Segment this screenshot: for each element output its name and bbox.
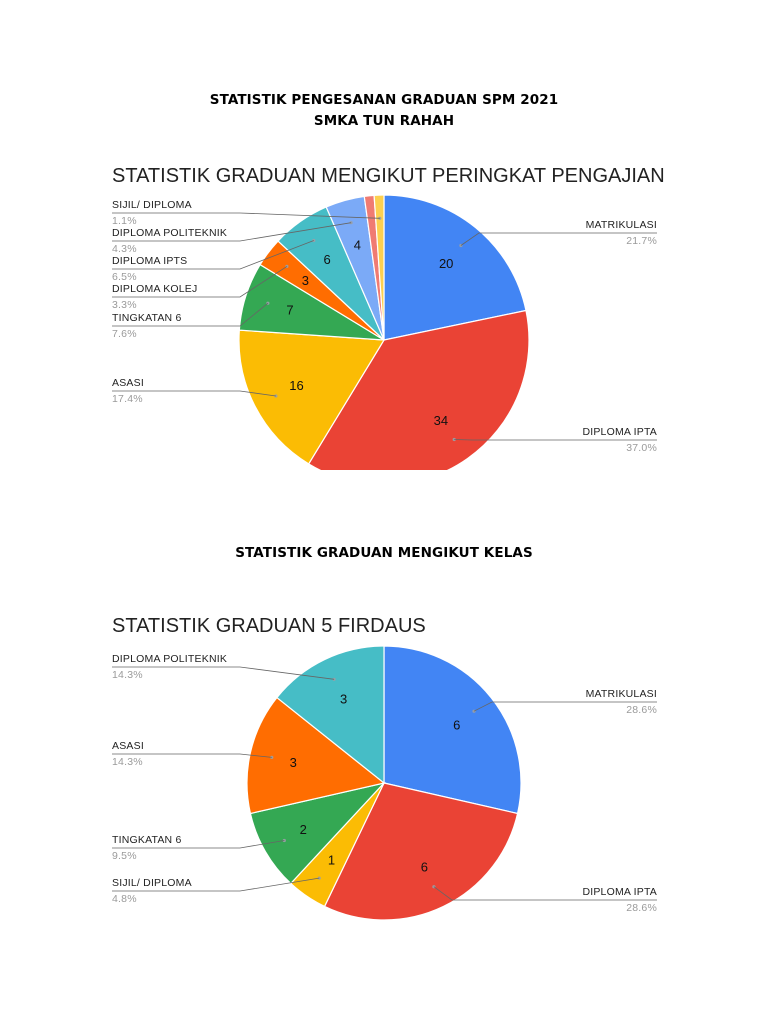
chart-title: STATISTIK GRADUAN 5 FIRDAUS — [112, 615, 426, 637]
legend-name: DIPLOMA POLITEKNIK — [112, 653, 228, 665]
legend-percent: 9.5% — [112, 850, 137, 862]
slice-value-matrikulasi: 6 — [453, 717, 461, 733]
slice-value-sijil-diploma: 1 — [327, 852, 336, 868]
legend-percent: 28.6% — [626, 902, 657, 914]
slice-value-diploma-kolej: 3 — [301, 272, 310, 288]
slice-value-diploma-politeknik: 3 — [339, 691, 348, 707]
slice-value-matrikulasi: 20 — [438, 256, 454, 271]
slice-value-diploma-ipta: 6 — [420, 859, 429, 875]
legend-name: DIPLOMA IPTA — [582, 426, 657, 438]
slice-value-diploma-ipts: 6 — [323, 251, 331, 267]
pie-slices — [239, 195, 529, 470]
legend-percent: 37.0% — [626, 442, 657, 454]
legend-percent: 14.3% — [112, 669, 143, 681]
legend-name: DIPLOMA IPTA — [582, 886, 657, 898]
section-title: STATISTIK GRADUAN MENGIKUT KELAS — [235, 545, 533, 561]
legend-percent: 3.3% — [112, 299, 137, 311]
legend-percent: 4.3% — [112, 243, 137, 255]
legend-name: SIJIL/ DIPLOMA — [112, 877, 192, 889]
legend-percent: 14.3% — [112, 756, 143, 768]
legend-percent: 28.6% — [626, 704, 657, 716]
pie-slices — [247, 646, 521, 920]
legend-percent: 21.7% — [626, 235, 657, 247]
legend-name: DIPLOMA IPTS — [112, 255, 188, 267]
legend-percent: 6.5% — [112, 271, 137, 283]
legend-name: TINGKATAN 6 — [112, 312, 182, 324]
legend-name: MATRIKULASI — [585, 688, 657, 700]
legend-percent: 17.4% — [112, 393, 143, 405]
legend-name: MATRIKULASI — [585, 219, 657, 231]
legend-percent: 7.6% — [112, 328, 137, 340]
legend-name: DIPLOMA KOLEJ — [112, 283, 198, 295]
pie-chart-peringkat-pengajian — [0, 150, 768, 470]
document-subtitle: SMKA TUN RAHAH — [313, 113, 455, 129]
document-title: STATISTIK PENGESANAN GRADUAN SPM 2021 — [209, 92, 559, 108]
pie-chart-5-firdaus — [0, 600, 768, 930]
legend-name: DIPLOMA POLITEKNIK — [112, 227, 228, 239]
slice-value-asasi: 3 — [289, 754, 297, 770]
slice-value-diploma-politeknik: 4 — [353, 237, 362, 253]
legend-percent: 4.8% — [112, 893, 137, 905]
slice-value-tingkatan-6: 7 — [286, 302, 294, 318]
slice-value-asasi: 16 — [289, 377, 304, 393]
slice-value-tingkatan-6: 2 — [299, 822, 307, 838]
legend-name: TINGKATAN 6 — [112, 834, 182, 846]
legend-name: ASASI — [112, 377, 144, 389]
legend-name: SIJIL/ DIPLOMA — [112, 199, 192, 211]
legend-percent: 1.1% — [112, 215, 137, 227]
chart-title: STATISTIK GRADUAN MENGIKUT PERINGKAT PENGAJIAN — [112, 165, 665, 187]
legend-name: ASASI — [112, 740, 144, 752]
slice-value-diploma-ipta: 34 — [433, 413, 449, 429]
